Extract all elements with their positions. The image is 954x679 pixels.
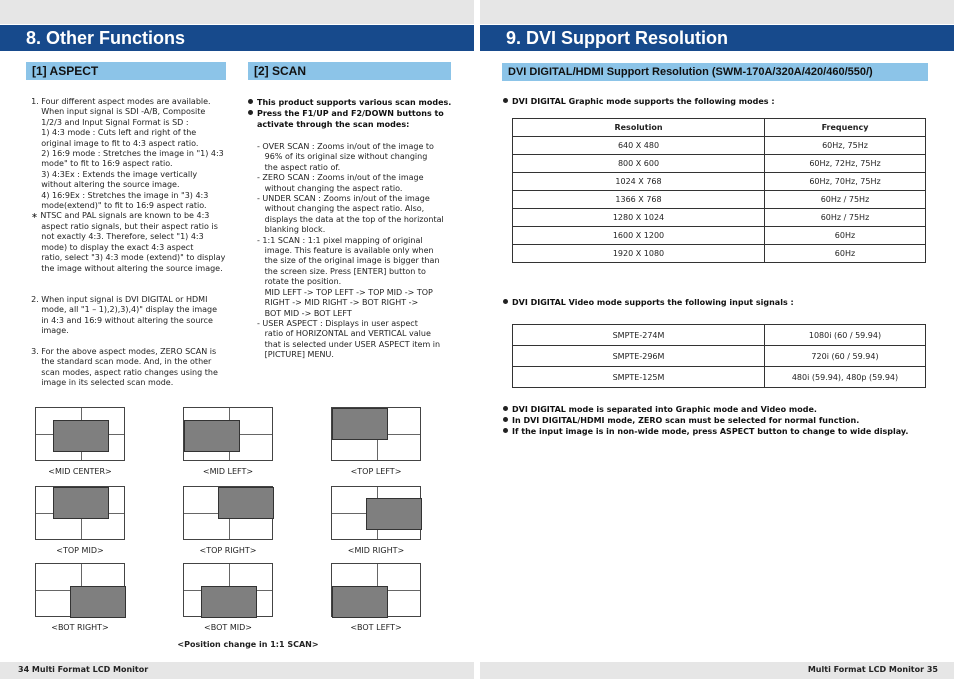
table-row: 640 X 480 60Hz, 75Hz <box>513 137 926 155</box>
left-section-title: 8. Other Functions <box>26 28 186 48</box>
diagram-label: <BOT LEFT> <box>350 623 402 632</box>
bullet-icon <box>248 99 253 104</box>
table-row: SMPTE-125M 480i (59.94), 480p (59.94) <box>513 367 926 388</box>
table-row: 1024 X 768 60Hz, 70Hz, 75Hz <box>513 173 926 191</box>
diagram-label: <BOT RIGHT> <box>51 623 109 632</box>
diagram-label: <TOP MID> <box>56 546 104 555</box>
diagram-caption: <Position change in 1:1 SCAN> <box>177 640 319 649</box>
table-header-frequency: Frequency <box>765 119 926 137</box>
diagram-label: <BOT MID> <box>204 623 252 632</box>
table-row: 1600 X 1200 60Hz <box>513 227 926 245</box>
table-row: SMPTE-296M 720i (60 / 59.94) <box>513 346 926 367</box>
bullet-icon <box>503 98 508 103</box>
diagram-label: <MID CENTER> <box>48 467 112 476</box>
table-header-resolution: Resolution <box>513 119 765 137</box>
scan-heading: [2] SCAN <box>248 62 451 80</box>
dvi-notes <box>503 404 943 437</box>
table-row: 1366 X 768 60Hz / 75Hz <box>513 191 926 209</box>
table-row: 1920 X 1080 60Hz <box>513 245 926 263</box>
table-row: 1280 X 1024 60Hz / 75Hz <box>513 209 926 227</box>
graphic-mode-table <box>512 118 926 263</box>
diagram-mid-center <box>35 407 125 461</box>
diagram-label: <TOP LEFT> <box>350 467 402 476</box>
diagram-top-right <box>183 486 273 540</box>
right-section-title-bar <box>480 25 954 51</box>
left-section-title-bar <box>0 25 474 51</box>
diagram-label: <MID RIGHT> <box>347 546 405 555</box>
bullet-icon <box>503 428 508 433</box>
video-mode-table <box>512 324 926 388</box>
scan-body: - OVER SCAN : Zooms in/out of the image to 96% of its original size without changing the aspect ratio of. - ZERO SCAN : Zooms in/out of the image without changing the aspect ratio. - UNDER SCAN : Zooms in/out of the image without changing the aspect ratio. Also, displays the data at the top of the horizontal blanking block. - 1:1 SCAN : 1:1 pixel mapping of original image. This feature is available only when the size of the original image is bigger than the screen size. Press [ENTER] button to rotate the position. MID LEFT -> TOP LEFT -> TOP MID -> TOP RIGHT -> MID RIGHT -> BOT RIGHT -> BOT MID -> BOT LEFT - USER ASPECT : Displays in user aspect ratio of HORIZONTAL and VERTICAL value that is selected under USER ASPECT item in [PICTURE] MENU. <box>257 142 444 360</box>
bullet-icon <box>503 406 508 411</box>
dvi-note: If the input image is in non-wide mode, press ASPECT button to change to wide display. <box>503 426 943 437</box>
dvi-note: DVI DIGITAL mode is separated into Graphic mode and Video mode. <box>503 404 943 415</box>
aspect-heading: [1] ASPECT <box>26 62 226 80</box>
dvi-subheading: DVI DIGITAL/HDMI Support Resolution (SWM-170A/320A/420/460/550/) <box>502 63 928 81</box>
dvi-note: In DVI DIGITAL/HDMI mode, ZERO scan must be selected for normal function. <box>503 415 943 426</box>
table-row: 800 X 600 60Hz, 72Hz, 75Hz <box>513 155 926 173</box>
graphic-intro: DVI DIGITAL Graphic mode supports the following modes : <box>503 96 775 107</box>
table-header-row <box>513 119 926 137</box>
right-section-title: 9. DVI Support Resolution <box>506 28 729 48</box>
diagram-mid-left <box>183 407 273 461</box>
bullet-icon <box>503 299 508 304</box>
bullet-icon <box>248 110 253 115</box>
diagram-label: <TOP RIGHT> <box>199 546 257 555</box>
left-footer: 34 Multi Format LCD Monitor <box>18 665 149 674</box>
diagram-bot-right <box>35 563 125 617</box>
page-gutter <box>474 0 480 679</box>
right-footer: Multi Format LCD Monitor 35 <box>807 665 938 674</box>
diagram-top-mid <box>35 486 125 540</box>
bullet-icon <box>503 417 508 422</box>
video-intro: DVI DIGITAL Video mode supports the following input signals : <box>503 297 794 308</box>
table-row: SMPTE-274M 1080i (60 / 59.94) <box>513 325 926 346</box>
scan-bullet-1: This product supports various scan modes. <box>248 97 463 108</box>
diagram-mid-right <box>331 486 421 540</box>
aspect-body: 1. Four different aspect modes are available. When input signal is SDI -A/B, Composite 1/2/3 and Input Signal Format is SD : 1) 4:3 mode : Cuts left and right of the original image to fit to 4:3 aspect ratio. 2) 16:9 mode : Stretches the image in "1) 4:3 mode" to fit to 16:9 aspect ratio. 3) 4:3Ex : Extends the image vertically without altering the source image. 4) 16:9Ex : Stretches the image in "3) 4:3 mode(extend)" to fit to 16:9 aspect ratio. ∗ NTSC and PAL signals are known to be 4:3 aspect ratio signals, but their aspect ratio is not exactly 4:3. Therefore, select "1) 4:3 mode) to display the exact 4:3 aspect ratio, select "3) 4:3 mode (extend)" to display the image without altering the source image. 2. When input signal is DVI DIGITAL or HDMI mode, all "1 – 1),2),3),4)" display the image in 4:3 and 16:9 without altering the source image. 3. For the above aspect modes, ZERO SCAN is the standard scan mode. And, in the other scan modes, aspect ratio changes using the image in its selected scan mode. <box>31 97 226 387</box>
diagram-bot-left <box>331 563 421 617</box>
scan-bullet-2-cont: activate through the scan modes: <box>257 120 410 129</box>
scan-bullets <box>248 97 463 130</box>
diagram-top-left <box>331 407 421 461</box>
diagram-bot-mid <box>183 563 273 617</box>
scan-bullet-2: Press the F1/UP and F2/DOWN buttons to <box>248 108 463 119</box>
diagram-label: <MID LEFT> <box>202 467 254 476</box>
